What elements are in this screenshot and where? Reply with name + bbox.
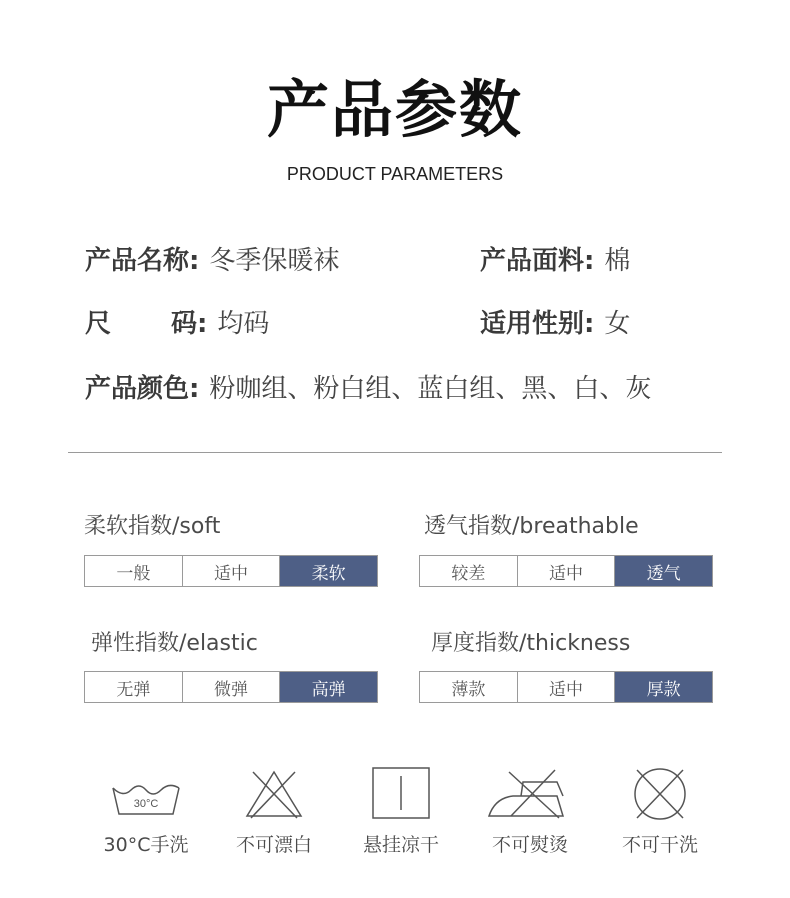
- no-tumble-dry-icon: [615, 762, 705, 822]
- index-option: 透气: [614, 556, 712, 586]
- index-option: 厚款: [614, 672, 712, 702]
- care-item-no-iron: [470, 762, 590, 858]
- param-size-label-a: 尺: [85, 309, 112, 339]
- index-title-thickness: 厚度指数/thickness: [431, 631, 631, 656]
- param-gender-label: 适用性别:: [480, 309, 595, 339]
- care-label-no-iron: 不可熨烫: [491, 834, 568, 856]
- hang-dry-icon: [356, 762, 446, 822]
- index-bar-breathable: [419, 555, 713, 587]
- index-option: 适中: [182, 556, 280, 586]
- care-label-no-dry-clean: 不可干洗: [621, 834, 698, 856]
- param-name-label: 产品名称:: [85, 246, 200, 276]
- param-fabric-value: 棉: [604, 246, 631, 276]
- section-divider: [68, 452, 722, 453]
- care-label-no-bleach: 不可漂白: [235, 834, 312, 856]
- param-color: [85, 372, 651, 406]
- care-item-wash: [86, 762, 206, 858]
- param-fabric: [480, 244, 630, 278]
- index-option: 高弹: [279, 672, 377, 702]
- param-name: [85, 244, 339, 278]
- index-option: 一般: [85, 556, 182, 586]
- care-label-wash: 30°C手洗: [103, 834, 189, 856]
- index-title-soft: 柔软指数/soft: [84, 514, 221, 539]
- index-option: 微弹: [182, 672, 280, 702]
- index-option: 柔软: [279, 556, 377, 586]
- index-option: 较差: [420, 556, 517, 586]
- wash-temp-text: 30°C: [133, 798, 159, 810]
- index-title-breathable: 透气指数/breathable: [424, 514, 639, 539]
- page-title: 产品参数: [266, 73, 523, 146]
- index-option: 无弹: [85, 672, 182, 702]
- param-size-value: 均码: [217, 309, 270, 339]
- param-color-value: 粉咖组、粉白组、蓝白组、黑、白、灰: [209, 374, 652, 404]
- index-bar-thickness: [419, 671, 713, 703]
- care-item-no-dry-clean: [600, 762, 720, 858]
- param-color-label: 产品颜色:: [85, 374, 200, 404]
- wash-30-icon: [101, 762, 191, 822]
- index-option: 薄款: [420, 672, 517, 702]
- page-subtitle: PRODUCT PARAMETERS: [286, 164, 504, 184]
- index-title-elastic: 弹性指数/elastic: [91, 631, 258, 656]
- index-option: 适中: [517, 556, 615, 586]
- care-item-no-bleach: [214, 762, 334, 858]
- no-bleach-icon: [229, 762, 319, 822]
- param-gender: [480, 307, 630, 341]
- param-size-label-b: 码:: [171, 309, 208, 339]
- index-option: 适中: [517, 672, 615, 702]
- param-gender-value: 女: [604, 309, 631, 339]
- index-bar-elastic: [84, 671, 378, 703]
- care-label-hang-dry: 悬挂凉干: [362, 834, 439, 856]
- param-name-value: 冬季保暖袜: [209, 246, 340, 276]
- care-item-hang-dry: [341, 762, 461, 858]
- index-bar-soft: [84, 555, 378, 587]
- param-size: [85, 307, 269, 341]
- no-iron-icon: [485, 762, 575, 822]
- param-fabric-label: 产品面料:: [480, 246, 595, 276]
